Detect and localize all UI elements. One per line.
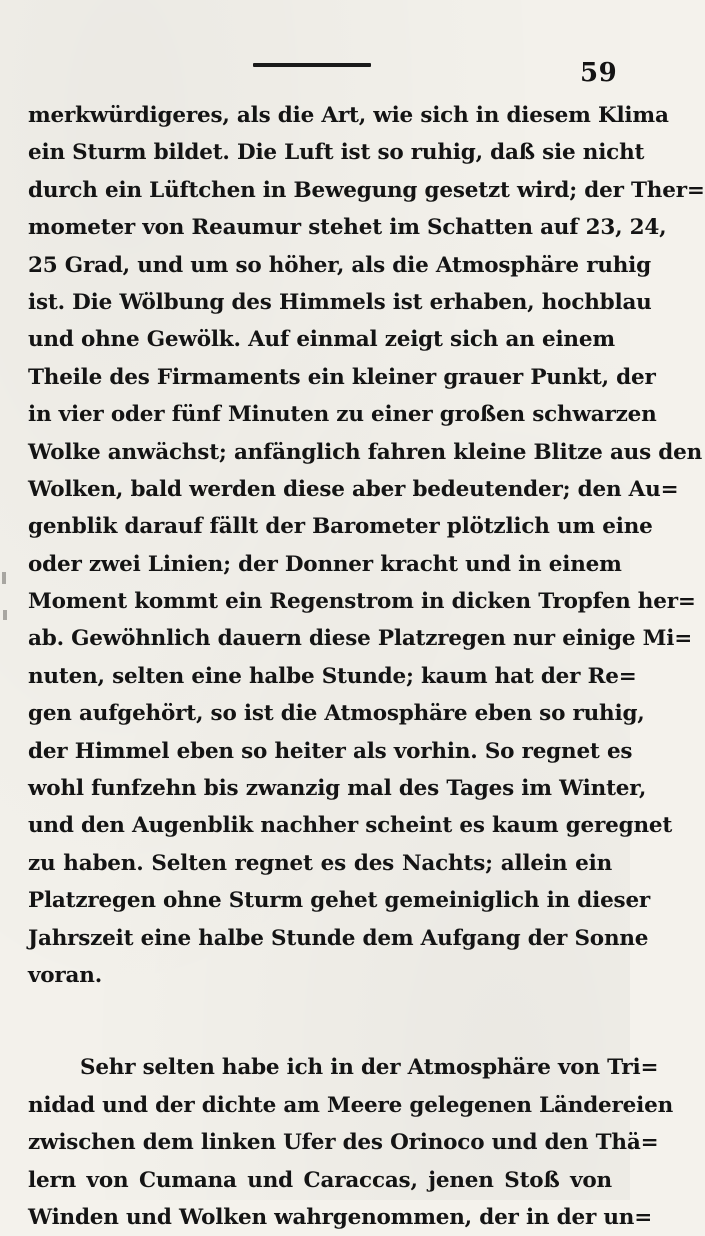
text-line: ist. Die Wölbung des Himmels ist erhaben, hochblau — [28, 289, 652, 315]
paragraph-gap — [28, 994, 612, 1049]
text-line: Jahrszeit eine halbe Stunde dem Aufgang der Sonne — [28, 925, 649, 951]
text-line: mometer von Reaumur stehet im Schatten auf 23, 24, — [28, 215, 667, 241]
text-line: Sehr selten habe ich in der Atmosphäre von Tri= — [80, 1055, 659, 1081]
text-line: Theile des Firmaments ein kleiner grauer Punkt, der — [28, 364, 656, 390]
text-line: durch ein Lüftchen in Bewegung gesetzt wird; der Ther= — [28, 177, 705, 203]
text-line: Moment kommt ein Regenstrom in dicken Tropfen her= — [28, 589, 696, 615]
text-line: in vier oder fünf Minuten zu einer großen schwarzen — [28, 402, 657, 428]
paragraph-2 — [28, 1049, 673, 1236]
text-line: ein Sturm bildet. Die Luft ist so ruhig, daß sie nicht — [28, 140, 645, 166]
margin-speck — [3, 610, 7, 620]
text-line: genblik darauf fällt der Barometer plötzlich um eine — [28, 514, 653, 540]
header-rule — [253, 63, 371, 67]
text-line: der Himmel eben so heiter als vorhin. So regnet es — [28, 738, 633, 764]
text-line: Platzregen ohne Sturm gehet gemeiniglich in dieser — [28, 888, 651, 914]
text-line: ab. Gewöhnlich dauern diese Platzregen nur einige Mi= — [28, 626, 693, 652]
text-line: und den Augenblik nachher scheint es kaum geregnet — [28, 813, 673, 839]
page-number: 59 — [580, 58, 618, 88]
text-line: zu haben. Selten regnet es des Nachts; allein ein — [28, 850, 612, 876]
text-line: 25 Grad, und um so höher, als die Atmosphäre ruhig — [28, 252, 651, 278]
text-line: oder zwei Linien; der Donner kracht und in einem — [28, 551, 622, 577]
text-line: merkwürdigeres, als die Art, wie sich in diesem Klima — [28, 103, 669, 128]
text-line: Winden und Wolken wahrgenommen, der in der un= — [28, 1204, 653, 1230]
margin-speck — [2, 572, 6, 584]
text-line: zwischen dem linken Ufer des Orinoco und den Thä= — [28, 1130, 659, 1156]
text-line: voran. — [28, 962, 103, 988]
text-line: Wolken, bald werden diese aber bedeutender; den Au= — [28, 476, 679, 502]
paragraph-1 — [28, 97, 705, 994]
text-line: nuten, selten eine halbe Stunde; kaum hat der Re= — [28, 663, 637, 689]
text-line: lern von Cumana und Caraccas, jenen Stoß von — [28, 1167, 612, 1193]
text-line: wohl funfzehn bis zwanzig mal des Tages im Winter, — [28, 776, 647, 802]
text-line: Wolke anwächst; anfänglich fahren kleine Blitze aus den — [28, 439, 703, 465]
text-line: und ohne Gewölk. Auf einmal zeigt sich an einem — [28, 327, 615, 353]
body-text — [28, 97, 705, 1236]
text-line: nidad und der dichte am Meere gelegenen Ländereien — [28, 1092, 673, 1118]
text-line: gen aufgehört, so ist die Atmosphäre eben so ruhig, — [28, 701, 645, 727]
